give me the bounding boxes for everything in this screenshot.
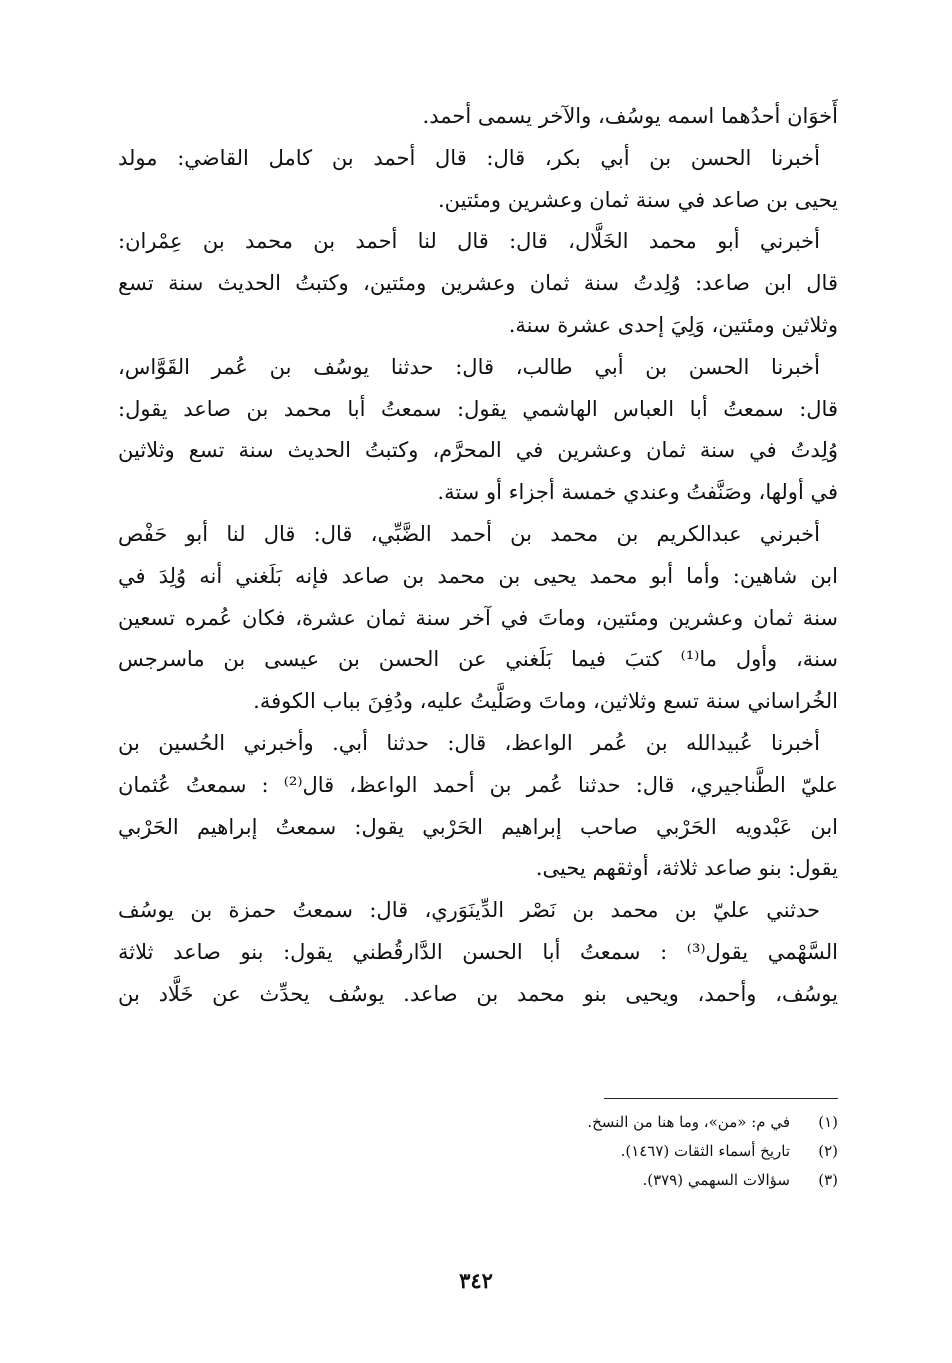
- text-line: سنة ثمان وعشرين ومئتين، وماتَ في آخر سنة ثمان عشرة، فكان عُمره تسعين: [118, 605, 838, 630]
- footnote: [300, 1166, 838, 1195]
- footnote-text: سؤالات السهمي (٣٧٩).: [642, 1171, 790, 1189]
- footnote-number: (٢): [818, 1142, 838, 1160]
- page-number: ٣٤٢: [459, 1268, 493, 1293]
- text-line: يقول: بنو صاعد ثلاثة، أوثقهم يحيى.: [535, 856, 838, 881]
- footnote-text: في م: «من»، وما هنا من النسخ.: [587, 1113, 790, 1131]
- text-line: ابن عَبْدويه الحَرْبي صاحب إبراهيم الحَرْبي يقول: سمعتُ إبراهيم الحَرْبي: [118, 814, 838, 839]
- text-line: أخبرنا عُبيدالله بن عُمر الواعظ، قال: حدثنا أبي. وأخبرني الحُسين بن: [118, 730, 820, 755]
- text-line: حدثني عليّ بن محمد بن نَصْر الدِّينَوَري، قال: سمعتُ حمزة بن يوسُف: [118, 898, 820, 923]
- text-line: سنة، وأول ما⁽¹⁾ كتبَ فيما بَلَغني عن الحسن بن عيسى بن ماسرجس: [118, 647, 838, 672]
- footnote-number: (١): [818, 1113, 838, 1131]
- text-line: عليّ الطَّناجيري، قال: حدثنا عُمر بن أحمد الواعظ، قال⁽²⁾ : سمعتُ عُثمان: [118, 772, 838, 797]
- text-line: السَّهْمي يقول⁽³⁾ : سمعتُ أبا الحسن الدَّارقُطني يقول: بنو صاعد ثلاثة: [118, 939, 838, 964]
- text-line: الخُراساني سنة تسع وثلاثين، وماتَ وصَلَّيتُ عليه، ودُفِنَ بباب الكوفة.: [253, 689, 838, 714]
- text-line: أخبرني أبو محمد الخَلَّال، قال: قال لنا أحمد بن محمد بن عِمْران:: [118, 229, 820, 254]
- footnote-text: تاريخ أسماء الثقات (١٤٦٧).: [620, 1142, 790, 1160]
- text-line: أخبرني عبدالكريم بن محمد بن أحمد الضَّبِّي، قال: قال لنا أبو حَفْص: [118, 521, 820, 546]
- text-line: قال: سمعتُ أبا العباس الهاشمي يقول: سمعتُ أبا محمد بن صاعد يقول:: [118, 396, 838, 421]
- footnotes: [300, 1108, 838, 1195]
- footnote: [300, 1137, 838, 1166]
- text-line: وُلِدتُ في سنة ثمان وعشرين في المحرَّم، وكتبتُ الحديث سنة تسع وثلاثين: [118, 438, 838, 463]
- text-line: يحيى بن صاعد في سنة ثمان وعشرين ومئتين.: [437, 187, 838, 212]
- text-line: أخبرنا الحسن بن أبي بكر، قال: قال أحمد بن كامل القاضي: مولد: [118, 145, 820, 170]
- footnote-number: (٣): [818, 1171, 838, 1189]
- text-line: أخبرنا الحسن بن أبي طالب، قال: حدثنا يوسُف بن عُمر القَوَّاس،: [118, 354, 820, 379]
- main-text: [118, 96, 838, 1016]
- footnote-separator: [604, 1098, 838, 1099]
- text-line: ابن شاهين: وأما أبو محمد يحيى بن محمد بن صاعد فإنه بَلَغني أنه وُلِدَ في: [118, 563, 838, 588]
- text-line: وثلاثين ومئتين، وَلِيَ إحدى عشرة سنة.: [508, 312, 838, 337]
- text-line: يوسُف، وأحمد، ويحيى بنو محمد بن صاعد. يوسُف يحدِّث عن خَلَّاد بن: [118, 981, 838, 1006]
- footnote: [300, 1108, 838, 1137]
- text-line: في أولها، وصَنَّفتُ وعندي خمسة أجزاء أو ستة.: [437, 480, 838, 505]
- text-line: قال ابن صاعد: وُلِدتُ سنة ثمان وعشرين ومئتين، وكتبتُ الحديث سنة تسع: [118, 271, 838, 296]
- text-line: أَخوَان أحدُهما اسمه يوسُف، والآخر يسمى أحمد.: [422, 104, 838, 128]
